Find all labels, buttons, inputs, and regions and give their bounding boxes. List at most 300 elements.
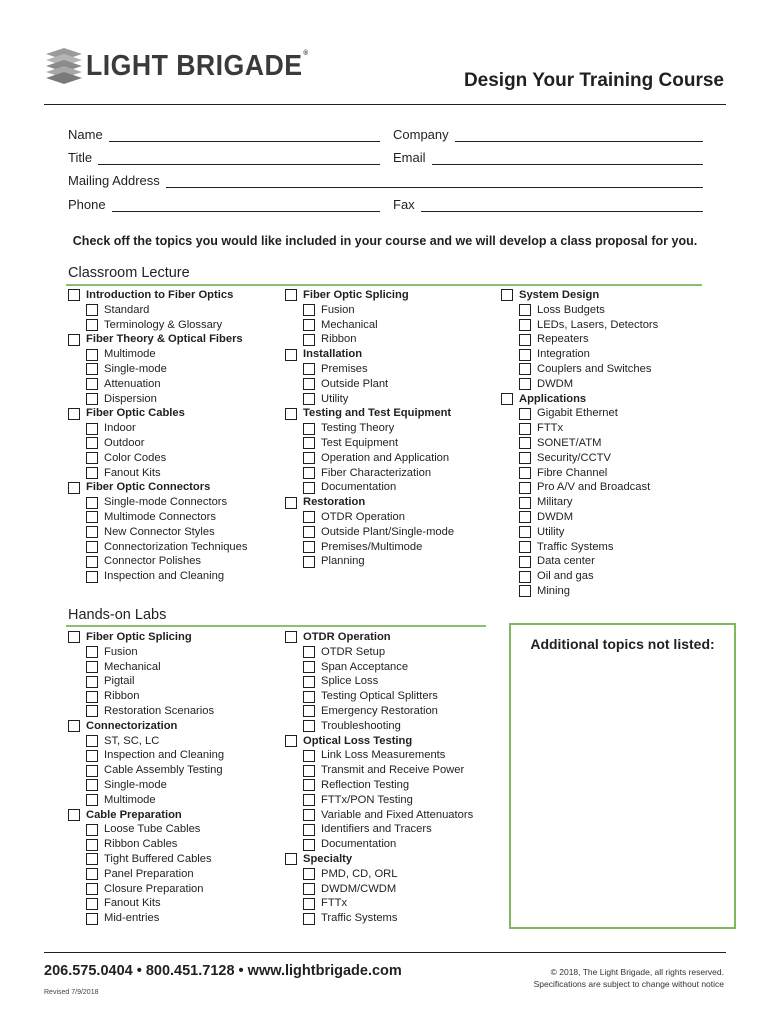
checkbox[interactable] xyxy=(68,809,80,821)
topic-label: FTTx xyxy=(321,897,348,910)
title-label: Title xyxy=(68,150,93,165)
topic-label: Fiber Optic Splicing xyxy=(303,289,409,301)
topic-label: OTDR Setup xyxy=(321,645,386,658)
topic-label: Fiber Optic Splicing xyxy=(86,631,192,643)
topic-label: Data center xyxy=(537,555,595,568)
topic-label: Utility xyxy=(537,525,565,538)
topic-heading-optical-loss-testing[interactable] xyxy=(285,734,473,749)
instruction-text: Check off the topics you would like included in your course and we will develop a class proposal for you. xyxy=(72,234,698,248)
checkbox[interactable] xyxy=(519,467,531,479)
topic-item-span-acceptance[interactable] xyxy=(285,660,473,675)
topic-label: Specialty xyxy=(303,852,353,865)
topic-label: Identifiers and Tracers xyxy=(321,823,432,836)
name-input-line[interactable] xyxy=(109,130,380,142)
topic-item-utility[interactable] xyxy=(501,525,658,540)
checkbox[interactable] xyxy=(285,853,297,865)
checkbox[interactable] xyxy=(86,705,98,717)
topic-item-repeaters[interactable] xyxy=(501,332,658,347)
topic-label: Emergency Restoration xyxy=(321,704,438,717)
topic-item-otdr-operation[interactable] xyxy=(285,510,454,525)
checkbox[interactable] xyxy=(303,691,315,703)
checkbox[interactable] xyxy=(303,839,315,851)
topic-item-dispersion[interactable] xyxy=(68,392,247,407)
checkbox[interactable] xyxy=(86,511,98,523)
checkbox[interactable] xyxy=(86,526,98,538)
topic-label: Outside Plant/Single-mode xyxy=(321,525,455,538)
topic-item-mining[interactable] xyxy=(501,584,658,599)
phone-input-line[interactable] xyxy=(112,200,380,212)
topic-label: FTTx/PON Testing xyxy=(321,793,413,806)
checkbox[interactable] xyxy=(303,437,315,449)
topic-heading-installation[interactable] xyxy=(285,347,454,362)
topic-item-premises-multimode[interactable] xyxy=(285,540,454,555)
topic-heading-restoration[interactable] xyxy=(285,495,454,510)
topic-item-military[interactable] xyxy=(501,495,658,510)
topic-item-ribbon[interactable] xyxy=(68,689,224,704)
checkbox[interactable] xyxy=(303,676,315,688)
topic-item-utility[interactable] xyxy=(285,392,454,407)
topic-label: Pigtail xyxy=(104,675,135,688)
checkbox[interactable] xyxy=(303,646,315,658)
checkbox[interactable] xyxy=(303,705,315,717)
checkbox[interactable] xyxy=(86,363,98,375)
classroom-column-3 xyxy=(501,288,658,599)
checkbox[interactable] xyxy=(86,750,98,762)
topic-item-fusion[interactable] xyxy=(285,303,454,318)
checkbox[interactable] xyxy=(86,497,98,509)
checkbox[interactable] xyxy=(303,334,315,346)
topic-item-couplers-and-switches[interactable] xyxy=(501,362,658,377)
title-field[interactable] xyxy=(68,149,380,165)
checkbox[interactable] xyxy=(86,423,98,435)
checkbox[interactable] xyxy=(285,497,297,509)
topic-item-indoor[interactable] xyxy=(68,421,247,436)
copyright-notice xyxy=(534,966,724,990)
topic-item-operation-and-application[interactable] xyxy=(285,451,454,466)
topic-item-sonet-atm[interactable] xyxy=(501,436,658,451)
topic-item-testing-optical-splitters[interactable] xyxy=(285,689,473,704)
topic-item-data-center[interactable] xyxy=(501,554,658,569)
checkbox[interactable] xyxy=(285,631,297,643)
checkbox[interactable] xyxy=(86,676,98,688)
brand-logo xyxy=(44,44,328,88)
topic-item-multimode-connectors[interactable] xyxy=(68,510,247,525)
topic-item-st-sc-lc[interactable] xyxy=(68,734,224,749)
topic-label: FTTx xyxy=(537,422,564,435)
email-input-line[interactable] xyxy=(432,153,703,165)
topic-item-mechanical[interactable] xyxy=(68,660,224,675)
checkbox[interactable] xyxy=(68,334,80,346)
checkbox[interactable] xyxy=(303,794,315,806)
topic-item-pmd-cd-orl[interactable] xyxy=(285,867,473,882)
topic-heading-fiber-optic-connectors[interactable] xyxy=(68,480,247,495)
checkbox[interactable] xyxy=(303,511,315,523)
checkbox[interactable] xyxy=(303,526,315,538)
checkbox[interactable] xyxy=(86,393,98,405)
topic-item-gigabit-ethernet[interactable] xyxy=(501,406,658,421)
topic-label: Single-mode xyxy=(104,778,167,791)
checkbox[interactable] xyxy=(86,853,98,865)
topic-label: Couplers and Switches xyxy=(537,362,652,375)
fax-input-line[interactable] xyxy=(421,200,703,212)
topic-item-fttx[interactable] xyxy=(285,896,473,911)
name-field[interactable] xyxy=(68,126,380,142)
checkbox[interactable] xyxy=(303,452,315,464)
checkbox[interactable] xyxy=(519,526,531,538)
checkbox[interactable] xyxy=(303,661,315,673)
topic-item-variable-and-fixed-attenuators[interactable] xyxy=(285,808,473,823)
topic-item-loose-tube-cables[interactable] xyxy=(68,822,224,837)
checkbox[interactable] xyxy=(86,883,98,895)
checkbox[interactable] xyxy=(86,452,98,464)
topic-label: Gigabit Ethernet xyxy=(537,407,618,420)
topic-item-traffic-systems[interactable] xyxy=(285,911,473,926)
topic-label: Single-mode xyxy=(104,362,167,375)
topic-item-premises[interactable] xyxy=(285,362,454,377)
topic-item-outside-plant[interactable] xyxy=(285,377,454,392)
topic-heading-fiber-theory-and-optical-fibers[interactable] xyxy=(68,332,247,347)
checkbox[interactable] xyxy=(519,363,531,375)
topic-heading-otdr-operation[interactable] xyxy=(285,630,473,645)
topic-item-integration[interactable] xyxy=(501,347,658,362)
checkbox[interactable] xyxy=(86,467,98,479)
classroom-lecture-divider xyxy=(66,284,702,286)
topic-item-inspection-and-cleaning[interactable] xyxy=(68,569,247,584)
checkbox[interactable] xyxy=(519,571,531,583)
topic-item-inspection-and-cleaning[interactable] xyxy=(68,748,224,763)
topic-item-oil-and-gas[interactable] xyxy=(501,569,658,584)
checkbox[interactable] xyxy=(303,541,315,553)
checkbox[interactable] xyxy=(303,363,315,375)
topic-item-terminology-and-glossary[interactable] xyxy=(68,318,247,333)
topic-item-cable-assembly-testing[interactable] xyxy=(68,763,224,778)
topic-item-single-mode-connectors[interactable] xyxy=(68,495,247,510)
topic-item-test-equipment[interactable] xyxy=(285,436,454,451)
topic-item-planning[interactable] xyxy=(285,554,454,569)
topic-item-multimode[interactable] xyxy=(68,347,247,362)
checkbox[interactable] xyxy=(303,378,315,390)
topic-label: Multimode xyxy=(104,793,156,806)
topic-label: Fanout Kits xyxy=(104,466,161,479)
topic-label: Variable and Fixed Attenuators xyxy=(321,808,474,821)
topic-label: Ribbon xyxy=(321,333,357,346)
topic-label: Testing and Test Equipment xyxy=(303,407,452,420)
title-divider xyxy=(44,104,726,105)
checkbox[interactable] xyxy=(68,631,80,643)
topic-item-fttx[interactable] xyxy=(501,421,658,436)
checkbox[interactable] xyxy=(303,779,315,791)
topic-label: Color Codes xyxy=(104,451,167,464)
topic-label: Multimode Connectors xyxy=(104,510,216,523)
topic-label: Traffic Systems xyxy=(321,912,398,925)
topic-label: Applications xyxy=(519,392,587,405)
topic-label: Repeaters xyxy=(537,333,589,346)
topic-item-pro-a-v-and-broadcast[interactable] xyxy=(501,480,658,495)
topic-item-outside-plant-single-mode[interactable] xyxy=(285,525,454,540)
topic-label: Premises/Multimode xyxy=(321,540,423,553)
topic-item-splice-loss[interactable] xyxy=(285,674,473,689)
topic-item-new-connector-styles[interactable] xyxy=(68,525,247,540)
checkbox[interactable] xyxy=(86,868,98,880)
topic-label: Utility xyxy=(321,392,349,405)
checkbox[interactable] xyxy=(86,304,98,316)
classroom-lecture-title: Classroom Lecture xyxy=(68,265,190,281)
checkbox[interactable] xyxy=(519,334,531,346)
checkbox[interactable] xyxy=(519,319,531,331)
topic-item-dwdm[interactable] xyxy=(501,377,658,392)
topic-label: Optical Loss Testing xyxy=(303,734,413,747)
topic-heading-applications[interactable] xyxy=(501,392,658,407)
checkbox[interactable] xyxy=(519,585,531,597)
checkbox[interactable] xyxy=(86,571,98,583)
checkbox[interactable] xyxy=(303,809,315,821)
checkbox[interactable] xyxy=(86,898,98,910)
checkbox[interactable] xyxy=(86,556,98,568)
topic-item-fiber-characterization[interactable] xyxy=(285,466,454,481)
topic-item-documentation[interactable] xyxy=(285,480,454,495)
topic-item-security-cctv[interactable] xyxy=(501,451,658,466)
checkbox[interactable] xyxy=(303,720,315,732)
topic-item-traffic-systems[interactable] xyxy=(501,540,658,555)
checkbox[interactable] xyxy=(285,408,297,420)
checkbox[interactable] xyxy=(285,289,297,301)
topic-item-color-codes[interactable] xyxy=(68,451,247,466)
topic-item-mid-entries[interactable] xyxy=(68,911,224,926)
checkbox[interactable] xyxy=(86,824,98,836)
checkbox[interactable] xyxy=(303,824,315,836)
topic-item-fusion[interactable] xyxy=(68,645,224,660)
topic-label: Introduction to Fiber Optics xyxy=(86,289,234,301)
topic-heading-system-design[interactable] xyxy=(501,288,658,303)
checkbox[interactable] xyxy=(519,541,531,553)
topic-item-fibre-channel[interactable] xyxy=(501,466,658,481)
phone-field[interactable] xyxy=(68,196,380,212)
brand-name: LIGHT BRIGADE® xyxy=(86,49,309,82)
topic-label: Connectorization xyxy=(86,719,178,732)
checkbox[interactable] xyxy=(519,349,531,361)
topic-label: Fiber Characterization xyxy=(321,466,432,479)
checkbox[interactable] xyxy=(303,423,315,435)
topic-item-single-mode[interactable] xyxy=(68,362,247,377)
topic-item-closure-preparation[interactable] xyxy=(68,882,224,897)
topic-item-fanout-kits[interactable] xyxy=(68,466,247,481)
checkbox[interactable] xyxy=(519,304,531,316)
checkbox[interactable] xyxy=(86,691,98,703)
topic-label: Pro A/V and Broadcast xyxy=(537,481,651,494)
checkbox[interactable] xyxy=(86,541,98,553)
title-input-line[interactable] xyxy=(98,153,380,165)
topic-label: Mechanical xyxy=(104,660,161,673)
checkbox[interactable] xyxy=(303,750,315,762)
topic-heading-cable-preparation[interactable] xyxy=(68,808,224,823)
checkbox[interactable] xyxy=(86,765,98,777)
checkbox[interactable] xyxy=(86,378,98,390)
document-title: Design Your Training Course xyxy=(463,70,724,91)
topic-label: Closure Preparation xyxy=(104,882,204,895)
revised-date: Revised 7/9/2018 xyxy=(44,989,99,996)
checkbox[interactable] xyxy=(86,779,98,791)
checkbox[interactable] xyxy=(519,482,531,494)
topic-item-tight-buffered-cables[interactable] xyxy=(68,852,224,867)
fax-field[interactable] xyxy=(393,196,703,212)
topic-label: Restoration Scenarios xyxy=(104,704,215,717)
checkbox[interactable] xyxy=(86,794,98,806)
checkbox[interactable] xyxy=(303,868,315,880)
checkbox[interactable] xyxy=(86,913,98,925)
checkbox[interactable] xyxy=(303,482,315,494)
topic-label: LEDs, Lasers, Detectors xyxy=(537,318,659,331)
checkbox[interactable] xyxy=(86,839,98,851)
topic-item-link-loss-measurements[interactable] xyxy=(285,748,473,763)
email-field[interactable] xyxy=(393,149,703,165)
topic-item-attenuation[interactable] xyxy=(68,377,247,392)
topic-item-ribbon-cables[interactable] xyxy=(68,837,224,852)
topic-item-ribbon[interactable] xyxy=(285,332,454,347)
topic-heading-connectorization[interactable] xyxy=(68,719,224,734)
topic-label: Transmit and Receive Power xyxy=(321,764,465,777)
topic-item-outdoor[interactable] xyxy=(68,436,247,451)
topic-label: Attenuation xyxy=(104,377,161,390)
topic-item-fttx-pon-testing[interactable] xyxy=(285,793,473,808)
topic-label: Ribbon xyxy=(104,690,140,703)
topic-heading-specialty[interactable] xyxy=(285,852,473,867)
checkbox[interactable] xyxy=(86,437,98,449)
checkbox[interactable] xyxy=(303,319,315,331)
checkbox[interactable] xyxy=(303,883,315,895)
checkbox[interactable] xyxy=(303,393,315,405)
topic-item-connectorization-techniques[interactable] xyxy=(68,540,247,555)
topic-item-multimode[interactable] xyxy=(68,793,224,808)
topic-item-documentation[interactable] xyxy=(285,837,473,852)
copyright-text: © 2018, The Light Brigade, all rights reserved. xyxy=(550,967,724,977)
checkbox[interactable] xyxy=(519,511,531,523)
topic-item-reflection-testing[interactable] xyxy=(285,778,473,793)
contact-info: 206.575.0404 • 800.451.7128 • www.lightbrigade.com xyxy=(44,963,402,979)
checkbox[interactable] xyxy=(68,720,80,732)
checkbox[interactable] xyxy=(285,735,297,747)
checkbox[interactable] xyxy=(501,289,513,301)
topic-label: Multimode xyxy=(104,348,156,361)
topic-label: Planning xyxy=(321,555,365,568)
topic-item-standard[interactable] xyxy=(68,303,247,318)
mailing-address-label: Mailing Address xyxy=(68,173,160,188)
labs-column-1 xyxy=(68,630,224,926)
topic-item-single-mode[interactable] xyxy=(68,778,224,793)
checkbox[interactable] xyxy=(86,661,98,673)
topic-item-mechanical[interactable] xyxy=(285,318,454,333)
topic-heading-fiber-optic-splicing[interactable] xyxy=(68,630,224,645)
hands-on-labs-title: Hands-on Labs xyxy=(68,607,167,623)
checkbox[interactable] xyxy=(519,423,531,435)
company-label: Company xyxy=(393,127,449,142)
topic-label: Restoration xyxy=(303,496,366,509)
topic-item-panel-preparation[interactable] xyxy=(68,867,224,882)
topic-heading-fiber-optic-splicing[interactable] xyxy=(285,288,454,303)
topic-heading-introduction-to-fiber-optics[interactable] xyxy=(68,288,247,303)
topic-label: Testing Theory xyxy=(321,422,395,435)
company-input-line[interactable] xyxy=(455,130,703,142)
topic-label: DWDM xyxy=(537,510,574,523)
email-label: Email xyxy=(393,150,426,165)
topic-label: Fusion xyxy=(321,303,355,316)
topic-label: Fiber Optic Cables xyxy=(86,407,185,420)
topic-label: Cable Assembly Testing xyxy=(104,764,223,777)
checkbox[interactable] xyxy=(303,913,315,925)
light-brigade-logo-icon xyxy=(44,46,84,86)
checkbox[interactable] xyxy=(86,349,98,361)
checkbox[interactable] xyxy=(519,378,531,390)
checkbox[interactable] xyxy=(519,556,531,568)
topic-item-connector-polishes[interactable] xyxy=(68,554,247,569)
topic-item-otdr-setup[interactable] xyxy=(285,645,473,660)
checkbox[interactable] xyxy=(285,349,297,361)
checkbox[interactable] xyxy=(68,289,80,301)
checkbox[interactable] xyxy=(519,408,531,420)
topic-label: Documentation xyxy=(321,481,397,494)
checkbox[interactable] xyxy=(303,898,315,910)
classroom-column-2 xyxy=(285,288,454,569)
checkbox[interactable] xyxy=(86,319,98,331)
topic-label: System Design xyxy=(519,289,600,301)
mailing-address-field[interactable] xyxy=(68,172,703,188)
fax-label: Fax xyxy=(393,197,415,212)
topic-label: DWDM/CWDM xyxy=(321,882,397,895)
topic-label: Inspection and Cleaning xyxy=(104,749,225,762)
mailing-address-input-line[interactable] xyxy=(166,176,703,188)
topic-item-identifiers-and-tracers[interactable] xyxy=(285,822,473,837)
topic-label: Loose Tube Cables xyxy=(104,823,201,836)
checkbox[interactable] xyxy=(519,497,531,509)
topic-item-leds-lasers-detectors[interactable] xyxy=(501,318,658,333)
topic-label: Reflection Testing xyxy=(321,778,410,791)
topic-label: Oil and gas xyxy=(537,570,594,583)
checkbox[interactable] xyxy=(303,467,315,479)
topic-label: Connector Polishes xyxy=(104,555,202,568)
checkbox[interactable] xyxy=(501,393,513,405)
topic-heading-testing-and-test-equipment[interactable] xyxy=(285,406,454,421)
topic-item-restoration-scenarios[interactable] xyxy=(68,704,224,719)
topic-item-transmit-and-receive-power[interactable] xyxy=(285,763,473,778)
topic-label: Outdoor xyxy=(104,436,145,449)
topic-label: New Connector Styles xyxy=(104,525,215,538)
topic-label: Cable Preparation xyxy=(86,808,182,821)
topic-item-fanout-kits[interactable] xyxy=(68,896,224,911)
topic-heading-fiber-optic-cables[interactable] xyxy=(68,406,247,421)
checkbox[interactable] xyxy=(86,735,98,747)
additional-topics-title: Additional topics not listed: xyxy=(530,636,715,652)
topic-item-testing-theory[interactable] xyxy=(285,421,454,436)
topic-label: Outside Plant xyxy=(321,377,389,390)
checkbox[interactable] xyxy=(68,482,80,494)
topic-item-dwdm[interactable] xyxy=(501,510,658,525)
checkbox[interactable] xyxy=(303,556,315,568)
checkbox[interactable] xyxy=(68,408,80,420)
company-field[interactable] xyxy=(393,126,703,142)
checkbox[interactable] xyxy=(519,437,531,449)
additional-topics-box[interactable] xyxy=(509,623,736,929)
topic-item-troubleshooting[interactable] xyxy=(285,719,473,734)
topic-item-dwdm-cwdm[interactable] xyxy=(285,882,473,897)
topic-item-loss-budgets[interactable] xyxy=(501,303,658,318)
checkbox[interactable] xyxy=(303,304,315,316)
topic-label: Panel Preparation xyxy=(104,867,194,880)
checkbox[interactable] xyxy=(303,765,315,777)
checkbox[interactable] xyxy=(86,646,98,658)
topic-item-pigtail[interactable] xyxy=(68,674,224,689)
checkbox[interactable] xyxy=(519,452,531,464)
topic-label: Splice Loss xyxy=(321,675,379,688)
topic-item-emergency-restoration[interactable] xyxy=(285,704,473,719)
